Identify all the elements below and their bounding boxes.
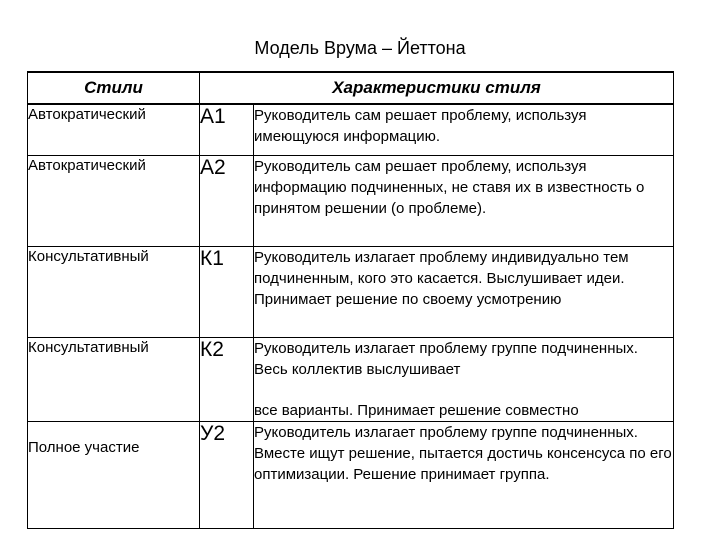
style-description: Руководитель излагает проблему индивидуально тем подчиненным, кого это касается. Выслушивает идеи. Принимает решение по своему усмотрению [254,247,674,338]
header-characteristics: Характеристики стиля [200,72,674,104]
style-description [254,338,674,422]
table-row [28,247,674,338]
style-name: Консультативный [28,247,200,338]
table-header-row [28,72,674,104]
style-name: Консультативный [28,338,200,422]
style-name: Полное участие [28,422,200,529]
style-name: Автократический [28,156,200,247]
header-styles: Стили [28,72,200,104]
table-row [28,104,674,156]
style-description-part1: Руководитель излагает проблему группе подчиненных. Весь коллектив выслушивает [254,340,638,378]
style-code: К2 [200,338,254,422]
style-name: Автократический [28,104,200,156]
styles-table [27,71,674,529]
table-row [28,156,674,247]
table-row [28,422,674,529]
style-description: Руководитель сам решает проблему, используя информацию подчиненных, не ставя их в известность о принятом решении (о проблеме). [254,156,674,247]
table-row [28,338,674,422]
style-description-part2: все варианты. Принимает решение совместно [254,402,579,419]
style-code: У2 [200,422,254,529]
style-code: К1 [200,247,254,338]
style-description: Руководитель излагает проблему группе подчиненных. Вместе ищут решение, пытается достичь консенсуса по его оптимизации. Решение принимает группа. [254,422,674,529]
style-code: А2 [200,156,254,247]
style-description: Руководитель сам решает проблему, используя имеющуюся информацию. [254,104,674,156]
page-title: Модель Врума – Йеттона [254,38,466,58]
style-code: А1 [200,104,254,156]
